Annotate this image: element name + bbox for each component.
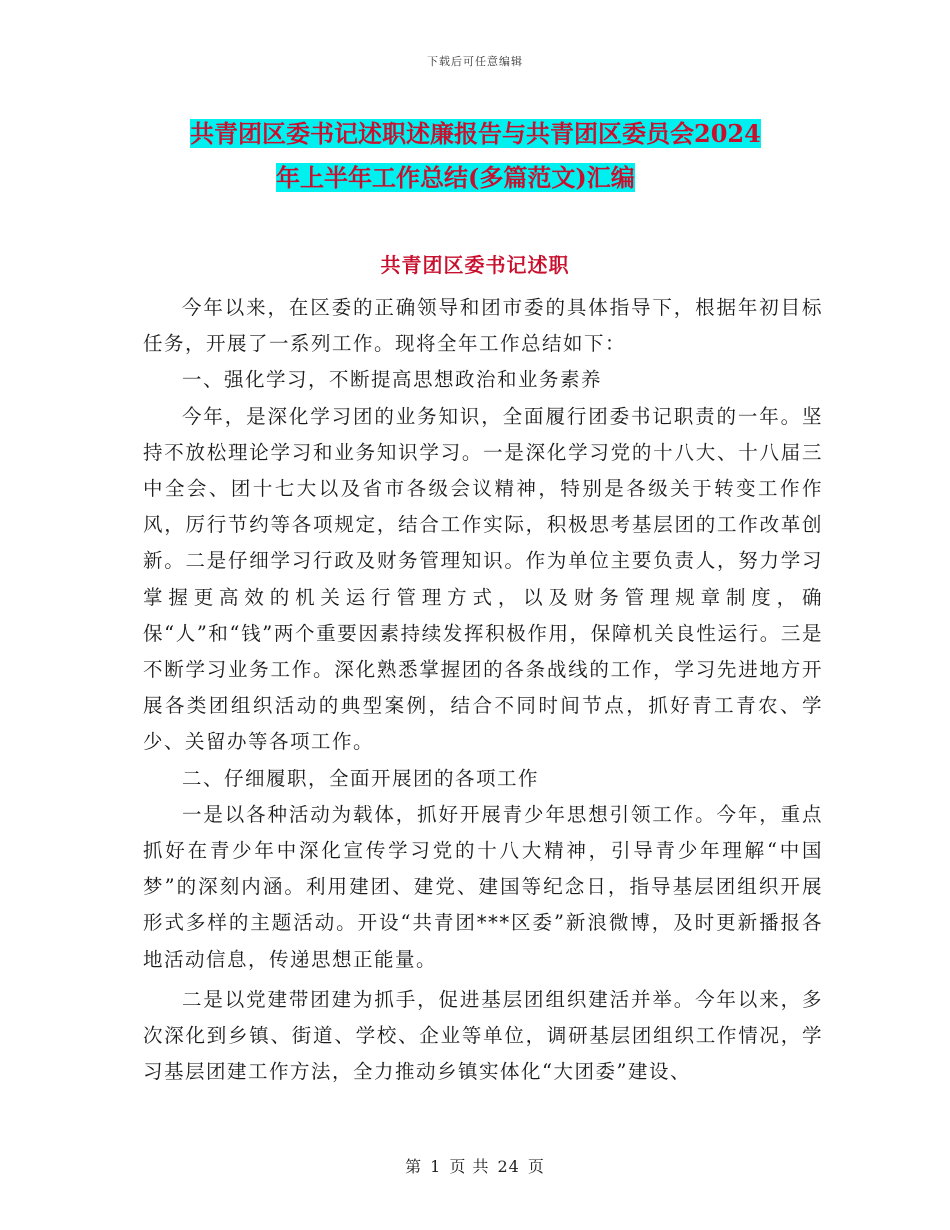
footer-middle: 页 共 bbox=[449, 1157, 490, 1176]
paragraph: 二是以党建带团建为抓手，促进基层团组织建活并举。今年以来，多次深化到乡镇、街道、学校、企业等单位，调研基层团组织工作情况，学习基层团建工作方法，全力推动乡镇实体化“大团委”建设、 bbox=[143, 987, 823, 1084]
document-title bbox=[190, 112, 830, 200]
paragraph-heading: 一、强化学习，不断提高思想政治和业务素养 bbox=[182, 368, 603, 392]
paragraph-heading: 二、仔细履职，全面开展团的各项工作 bbox=[182, 766, 540, 790]
page-footer bbox=[0, 1154, 950, 1177]
footer-suffix: 页 bbox=[527, 1157, 545, 1176]
page-number: 1 bbox=[430, 1157, 442, 1176]
document-body bbox=[143, 290, 823, 1090]
paragraph: 一是以各种活动为载体，抓好开展青少年思想引领工作。今年，重点抓好在青少年中深化宣传学习党的十八大精神，引导青少年理解“中国梦”的深刻内涵。利用建团、建党、建国等纪念日，指导基层团组织开展形式多样的主题活动。开设“共青团***区委”新浪微博，及时更新播报各地活动信息，传递思想正能量。 bbox=[143, 802, 823, 971]
section-title: 共青团区委书记述职 bbox=[380, 253, 570, 277]
header-note: 下载后可任意编辑 bbox=[427, 55, 523, 68]
total-pages: 24 bbox=[497, 1157, 520, 1176]
paragraph: 今年以来，在区委的正确领导和团市委的具体指导下，根据年初目标任务，开展了一系列工作。现将全年工作总结如下： bbox=[143, 296, 823, 356]
title-line-1: 共青团区委书记述职述廉报告与共青团区委员会2024 bbox=[190, 119, 761, 148]
title-line-2: 年上半年工作总结(多篇范文)汇编 bbox=[276, 163, 635, 192]
footer-prefix: 第 bbox=[405, 1157, 423, 1176]
paragraph: 今年，是深化学习团的业务知识，全面履行团委书记职责的一年。坚持不放松理论学习和业务知识学习。一是深化学习党的十八大、十八届三中全会、团十七大以及省市各级会议精神，特别是各级关于转变工作作风，厉行节约等各项规定，结合工作实际，积极思考基层团的工作改革创新。二是仔细学习行政及财务管理知识。作为单位主要负责人，努力学习掌握更高效的机关运行管理方式，以及财务管理规章制度，确保“人”和“钱”两个重要因素持续发挥积极作用，保障机关良性运行。三是不断学习业务工作。深化熟悉掌握团的各条战线的工作，学习先进地方开展各类团组织活动的典型案例，结合不同时间节点，抓好青工青农、学少、关留办等各项工作。 bbox=[143, 404, 823, 754]
